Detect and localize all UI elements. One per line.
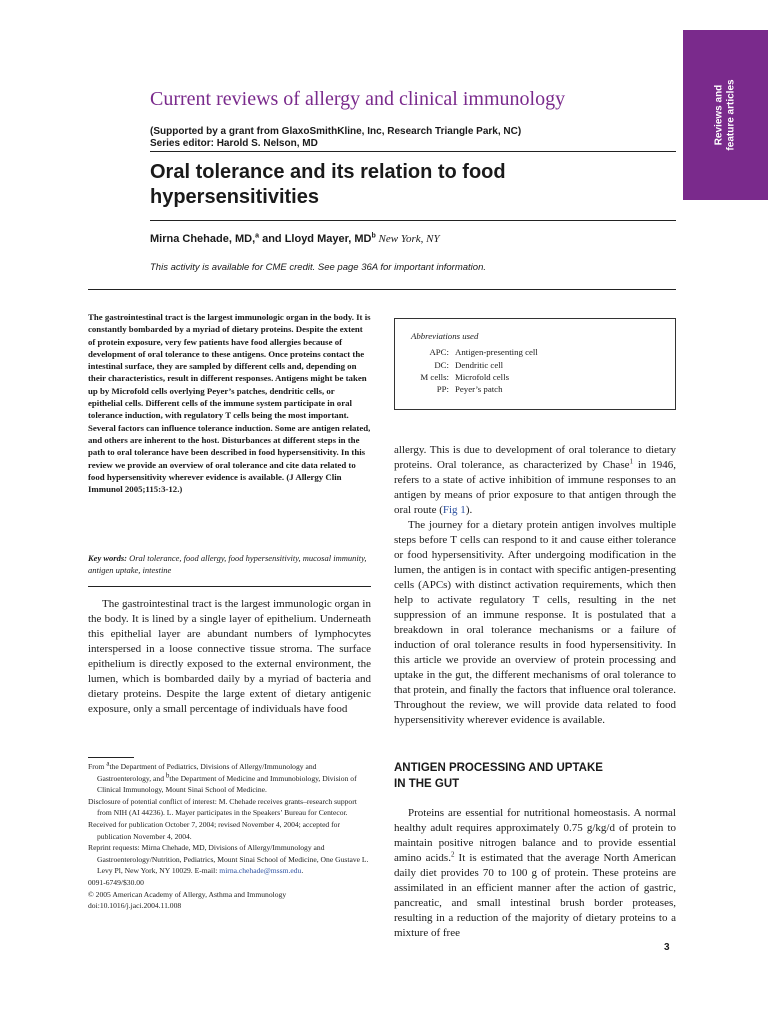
title-rule [150, 220, 676, 221]
author-1-affiliation: a [255, 232, 260, 240]
footnote-sup-a: a [106, 759, 110, 768]
abbreviation-value: Dendritic cell [455, 360, 504, 370]
right-paragraph-1-text: allergy. This is due to development of oral tolerance to dietary proteins. Oral tolerance, as characterized by Chase [394, 444, 676, 471]
abbreviation-key: M cells: [420, 372, 449, 382]
section-heading-line-1: ANTIGEN PROCESSING AND UPTAKE [394, 762, 603, 774]
page-number: 3 [664, 942, 670, 953]
abbreviation-key: DC: [434, 360, 449, 370]
keywords-rule [88, 586, 371, 587]
keywords [88, 552, 371, 576]
abstract-text: The gastrointestinal tract is the largest immunologic organ in the body. It is constantly bombarded by a myriad of dietary proteins. Despite the extent of protein exposure, very few patients have food allergies because of development of oral tolerance to these antigens. Once proteins contact the intestinal surface, they are sampled by different cells and, depending on their characteristics, result in different responses. Antigens might be taken up by Microfold cells overlying Peyer’s patches, dendritic cells, or epithelial cells. Different cells of the immune system participate in oral tolerance induction, with regulatory T cells being the most important. Several factors can influence tolerance induction. Some are antigen related, and others are inherent to the host. Disturbances at different steps in the path to oral tolerance have been described in food hypersensitivity. In this review we provide an overview of oral tolerance and cite data related to food hypersensitivity wherever evidence is available. (J Allergy Clin Immunol 2005;115:3-12.) [88, 312, 371, 495]
footnote-reprint [88, 842, 371, 877]
supported-line: (Supported by a grant from GlaxoSmithKline, Inc, Research Triangle Park, NC) [150, 126, 522, 137]
footnote-from-text-b: the Department of Pediatrics, Divisions of Allergy/Immunology and Gastroenterology, and [97, 762, 317, 783]
section-paragraph-1-text: Proteins are essential for nutritional homeostasis. A normal healthy adult requires approximately 0.75 g/kg/d of protein to maintain positive nitrogen balance and to provide essential amino acids. [394, 807, 676, 864]
author-2: and Lloyd Mayer, MD [259, 233, 372, 245]
abbreviation-row [395, 347, 675, 360]
section-body [394, 806, 676, 941]
footnote-reprint-end: . [301, 866, 304, 876]
abbreviation-value: Antigen-presenting cell [455, 347, 538, 357]
series-editor-line: Series editor: Harold S. Nelson, MD [150, 138, 318, 149]
footnote-reprint-text: Reprint requests: Mirna Chehade, MD, Divisions of Allergy/Immunology and Gastroenterology/Nutrition, Pediatrics, Mount Sinai School of Medicine, One Gustave L. Levy Pl, New York, NY 10029. E-mail: [88, 843, 369, 876]
footnote-doi: doi:10.1016/j.jaci.2004.11.008 [88, 901, 182, 911]
footnote-from-text-c: the Department of Medicine and Immunobiology, Division of Clinical Immunology, Mount Sinai School of Medicine. [97, 773, 357, 795]
right-paragraph-1-text-b: in 1946, refers to a state of active inhibition of immune responses to an antigen by means of prior exposure to that antigen through the oral route ( [394, 459, 676, 516]
abbreviation-key: APC: [429, 347, 449, 357]
section-paragraph-1 [394, 806, 676, 941]
abstract-top-rule [88, 289, 676, 290]
intro-paragraph: The gastrointestinal tract is the largest immunologic organ in the body. It is lined by a single layer of epithelium. Underneath this epithelial layer are abundant numbers of lymphocytes interspersed in a loose connective tissue stroma. The surface epithelium is directly exposed to the external environment, the lumen, which is bombarded daily by a myriad of bacteria and dietary proteins. Despite the large extent of dietary antigenic exposure, only a small percentage of individuals have food [88, 598, 371, 715]
section-heading-line-2: IN THE GUT [394, 778, 460, 790]
author-location: New York, NY [375, 233, 440, 245]
footnote-sup-b: b [165, 771, 170, 780]
right-paragraph-2: The journey for a dietary protein antigen involves multiple steps before T cells can respond to it and cause either tolerance or food hypersensitivity. After undergoing modification in the lumen, the antigen is in contact with specific antigen-presenting cells (APCs) with distinct activation requirements, which then help to activate regulatory T cells, resulting in the net suppression of an immune response. It is postulated that a breakdown in oral tolerance mechanisms or a failure of induction of oral tolerance results in food hypersensitivity. In this article we provide an overview of protein processing and uptake in the gut, the different mechanisms of oral tolerance to that protein, and finally the factors that influence oral tolerance. Throughout the review, we will provide data related to food hypersensitivity wherever evidence is available. [394, 519, 676, 726]
author-1: Mirna Chehade, MD, [150, 233, 256, 245]
section-paragraph-1-text-b: It is estimated that the average North American daily diet provides 70 to 100 g of protein. These proteins are assimilated in an efficient manner after the action of gastric, pancreatic, and small intestinal brush border proteases, resulting in a reduction of the majority of dietary proteins to a mixture of free [394, 852, 676, 939]
abbreviation-value: Microfold cells [455, 372, 509, 382]
header-supported-block [150, 126, 670, 150]
footnote-from-text: From [88, 762, 107, 771]
footnotes [88, 761, 371, 912]
cme-note: This activity is available for CME credit. See page 36A for important information. [150, 262, 486, 273]
keywords-label: Key words: [88, 553, 127, 563]
figure-1-link[interactable]: Fig 1 [442, 504, 466, 516]
author-line [150, 233, 670, 245]
citation-2: 2 [450, 850, 455, 859]
abbreviations-box [394, 318, 676, 410]
article-title [150, 160, 670, 210]
email-link[interactable]: mirna.chehade@mssm.edu [219, 866, 302, 876]
header-rule [150, 151, 676, 152]
abbreviation-key: PP: [436, 384, 449, 394]
abbreviations-title: Abbreviations used [411, 331, 479, 341]
article-title-line-1: Oral tolerance and its relation to food [150, 161, 506, 183]
section-heading [394, 760, 676, 792]
side-tab-label-wrap [683, 30, 768, 200]
abbreviation-row [395, 384, 675, 397]
right-paragraph-1 [394, 443, 676, 518]
footnote-rule [88, 757, 134, 758]
side-tab-label: Reviews and feature articles [713, 79, 737, 151]
series-title: Current reviews of allergy and clinical immunology [150, 88, 566, 110]
footnote-copyright: © 2005 American Academy of Allergy, Asthma and Immunology [88, 889, 287, 899]
citation-1: 1 [629, 457, 633, 466]
footnote-disclosure: Disclosure of potential conflict of interest: M. Chehade receives grants–research support from NIH (AI 44236). L. Mayer participates in the Speakers’ Bureau for Centecor. [88, 796, 357, 818]
author-2-affiliation: b [371, 232, 376, 240]
article-title-line-2: hypersensitivities [150, 186, 319, 208]
right-paragraph-1-end: ). [465, 504, 473, 516]
footnote-received: Received for publication October 7, 2004; revised November 4, 2004; accepted for publication November 4, 2004. [88, 819, 340, 841]
footnote-issn: 0091-6749/$30.00 [88, 877, 144, 887]
abbreviation-value: Peyer’s patch [455, 384, 503, 394]
keywords-list: Oral tolerance, food allergy, food hypersensitivity, mucosal immunity, antigen uptake, intestine [88, 553, 367, 575]
right-column-body [394, 443, 676, 728]
footnote-affiliations [88, 761, 371, 796]
